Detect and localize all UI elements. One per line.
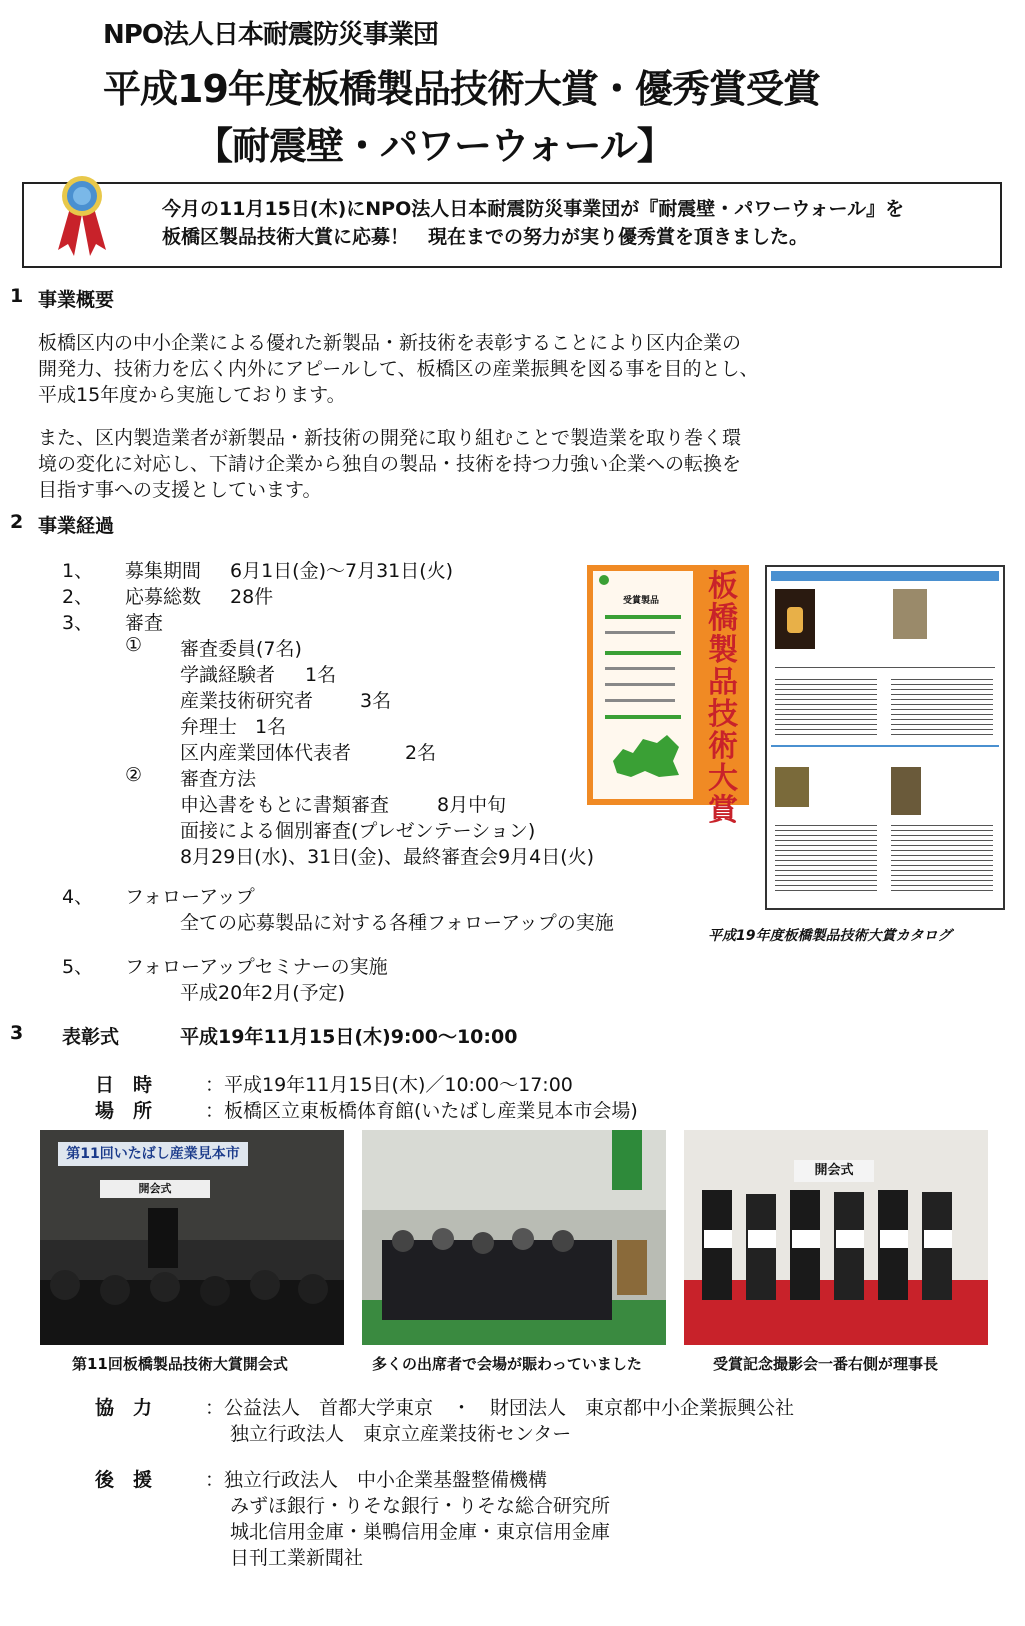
committee-role: 区内産業団体代表者	[180, 742, 352, 764]
award-ribbon-icon	[52, 170, 112, 260]
review-method-1: 申込書をもとに書類審査	[180, 794, 390, 816]
section-2-heading: 事業経過	[38, 515, 115, 537]
sponsorship-line-2: みずほ銀行・りそな銀行・りそな総合研究所	[230, 1495, 611, 1517]
committee-count: 2名	[405, 742, 437, 764]
cooperation-label: 協 力	[95, 1397, 153, 1419]
section-1-number: 1	[10, 285, 24, 307]
list-item-label: フォローアップ	[125, 886, 255, 908]
catalog-cover-title: 板橋製品技術大賞	[708, 569, 738, 828]
cooperation-line-1: ：公益法人 首都大学東京 ・ 財団法人 東京都中小企業振興公社	[205, 1397, 795, 1419]
date-label: 日 時	[95, 1074, 153, 1096]
sub-item-title: 審査委員(7名)	[180, 638, 302, 660]
photo-caption-1: 第11回板橋製品技術大賞開会式	[72, 1355, 288, 1373]
list-item-value: 28件	[230, 586, 274, 608]
catalog-logo-icon	[599, 575, 609, 585]
list-item-number: 1、	[62, 560, 94, 582]
award-photo	[684, 1130, 988, 1345]
committee-count: 3名	[360, 690, 392, 712]
committee-role: 学識経験者	[180, 664, 276, 686]
announcement-line-2: 板橋区製品技術大賞に応募！ 現在までの努力が実り優秀賞を頂きました。	[162, 226, 809, 248]
opening-ceremony-photo	[40, 1130, 344, 1345]
catalog-cover-image	[587, 565, 749, 828]
list-item-number: 4、	[62, 886, 94, 908]
ceremony-datetime: 平成19年11月15日(木)9:00～10:00	[180, 1026, 518, 1048]
photo-caption-2: 多くの出席者で会場が賑わっていました	[372, 1355, 642, 1373]
ceremony-sign: 開会式	[100, 1180, 210, 1198]
committee-role: 産業技術研究者	[180, 690, 314, 712]
sub-item-title: 審査方法	[180, 768, 257, 790]
list-item-label: フォローアップセミナーの実施	[125, 956, 388, 978]
review-method-1-date: 8月中旬	[437, 794, 507, 816]
organization-name: NPO法人日本耐震防災事業団	[103, 20, 438, 50]
list-item-label: 審査	[125, 612, 164, 634]
list-item-detail: 全ての応募製品に対する各種フォローアップの実施	[180, 912, 614, 934]
list-item-value: 6月1日(金)～7月31日(火)	[230, 560, 454, 582]
sponsorship-line-4: 日刊工業新聞社	[230, 1547, 364, 1569]
expo-sign: 第11回いたばし産業見本市	[58, 1142, 248, 1166]
sub-item-mark: ①	[125, 634, 143, 656]
committee-count: 1名	[305, 664, 337, 686]
sponsorship-line-1: ：独立行政法人 中小企業基盤整備機構	[205, 1469, 548, 1491]
audience-photo	[362, 1130, 666, 1345]
sponsorship-label: 後 援	[95, 1469, 153, 1491]
announcement-line-1: 今月の11月15日(木)にNPO法人日本耐震防災事業団が『耐震壁・パワーウォール』を	[162, 198, 905, 220]
sub-item-mark: ②	[125, 764, 143, 786]
cooperation-line-2: 独立行政法人 東京立産業技術センター	[230, 1423, 572, 1445]
section-1-heading: 事業概要	[38, 289, 115, 311]
list-item-label: 募集期間	[125, 560, 202, 582]
announcement-box	[22, 182, 1002, 268]
ceremony-sign: 開会式	[794, 1160, 874, 1182]
list-item-label: 応募総数	[125, 586, 202, 608]
review-dates: 8月29日(水)、31日(金)、最終審査会9月4日(火)	[180, 846, 595, 868]
photo-caption-3: 受賞記念撮影会一番右側が理事長	[713, 1355, 939, 1373]
section-3-number: 3	[10, 1022, 24, 1044]
catalog-page-image	[765, 565, 1005, 910]
page-subtitle: 【耐震壁・パワーウォール】	[195, 124, 674, 168]
catalog-cover-panel	[593, 571, 693, 799]
venue-label: 場 所	[95, 1100, 153, 1122]
itabashi-map-icon	[609, 731, 685, 781]
section-3-heading: 表彰式	[62, 1026, 120, 1048]
section-1-paragraph-2: また、区内製造業者が新製品・新技術の開発に取り組むことで製造業を取り巻く環 境の変化に対応し、下請け企業から独自の製品・技術を持つ力強い企業への転換を 目指す事への支援としています。	[38, 427, 742, 501]
list-item-detail: 平成20年2月(予定)	[180, 982, 346, 1004]
venue-value: ：板橋区立東板橋体育館(いたばし産業見本市会場)	[205, 1100, 638, 1122]
catalog-cover-label: 受賞製品	[623, 596, 660, 606]
list-item-number: 2、	[62, 586, 94, 608]
sponsorship-line-3: 城北信用金庫・巣鴨信用金庫・東京信用金庫	[230, 1521, 611, 1543]
list-item-number: 3、	[62, 612, 94, 634]
page-title: 平成19年度板橋製品技術大賞・優秀賞受賞	[103, 67, 820, 111]
review-method-2: 面接による個別審査(プレゼンテーション)	[180, 820, 536, 842]
list-item-number: 5、	[62, 956, 94, 978]
catalog-caption: 平成19年度板橋製品技術大賞カタログ	[708, 928, 952, 944]
committee-count: 1名	[255, 716, 287, 738]
section-2-number: 2	[10, 511, 24, 533]
committee-role: 弁理士	[180, 716, 238, 738]
date-value: ：平成19年11月15日(木)／10:00～17:00	[205, 1074, 573, 1096]
section-1-paragraph-1: 板橋区内の中小企業による優れた新製品・新技術を表彰することにより区内企業の 開発力、技術力を広く内外にアピールして、板橋区の産業振興を図る事を目的とし、 平成15年度から実施しております。	[38, 332, 759, 406]
